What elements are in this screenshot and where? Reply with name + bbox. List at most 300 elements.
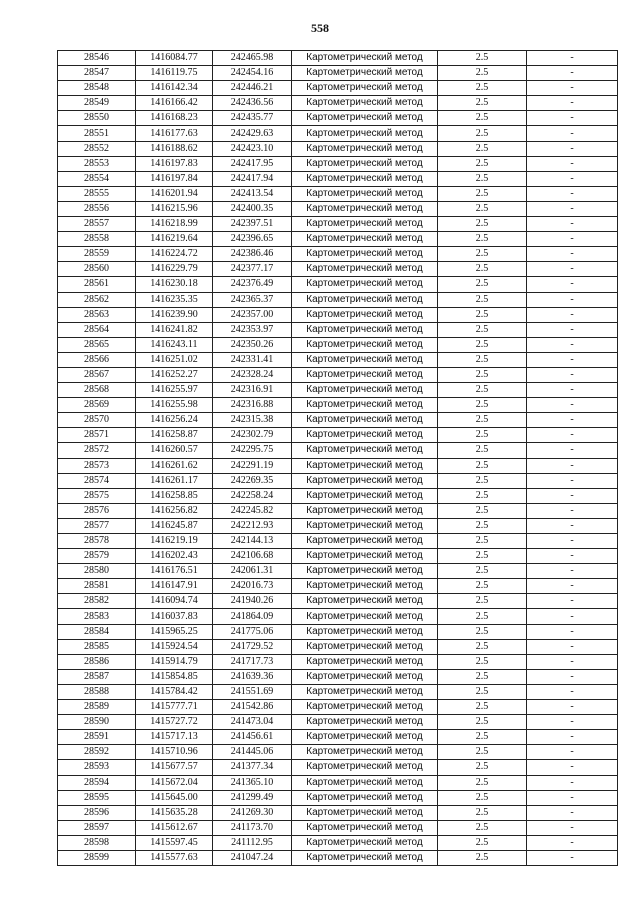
accuracy-cell: 2.5 [438, 201, 527, 216]
accuracy-cell: 2.5 [438, 156, 527, 171]
y-coordinate-cell: 241299.49 [213, 790, 292, 805]
note-cell: - [527, 715, 618, 730]
accuracy-cell: 2.5 [438, 186, 527, 201]
table-row [58, 51, 618, 66]
y-coordinate-cell: 242350.26 [213, 337, 292, 352]
table-row [58, 337, 618, 352]
accuracy-cell: 2.5 [438, 292, 527, 307]
method-cell: Картометрический метод [292, 624, 438, 639]
point-number-cell: 28587 [58, 669, 136, 684]
table-row [58, 579, 618, 594]
y-coordinate-cell: 242386.46 [213, 247, 292, 262]
x-coordinate-cell: 1416245.87 [136, 518, 213, 533]
method-cell: Картометрический метод [292, 564, 438, 579]
method-cell: Картометрический метод [292, 186, 438, 201]
y-coordinate-cell: 242423.10 [213, 141, 292, 156]
note-cell: - [527, 156, 618, 171]
table-row [58, 292, 618, 307]
method-cell: Картометрический метод [292, 534, 438, 549]
table-row [58, 141, 618, 156]
accuracy-cell: 2.5 [438, 654, 527, 669]
table-row [58, 700, 618, 715]
accuracy-cell: 2.5 [438, 805, 527, 820]
point-number-cell: 28577 [58, 518, 136, 533]
note-cell: - [527, 186, 618, 201]
table-row [58, 775, 618, 790]
note-cell: - [527, 413, 618, 428]
table-row [58, 669, 618, 684]
point-number-cell: 28599 [58, 850, 136, 865]
point-number-cell: 28584 [58, 624, 136, 639]
x-coordinate-cell: 1416215.96 [136, 201, 213, 216]
y-coordinate-cell: 242377.17 [213, 262, 292, 277]
accuracy-cell: 2.5 [438, 458, 527, 473]
x-coordinate-cell: 1415635.28 [136, 805, 213, 820]
method-cell: Картометрический метод [292, 549, 438, 564]
note-cell: - [527, 820, 618, 835]
table-row [58, 850, 618, 865]
note-cell: - [527, 383, 618, 398]
method-cell: Картометрический метод [292, 458, 438, 473]
table-row [58, 171, 618, 186]
method-cell: Картометрический метод [292, 171, 438, 186]
accuracy-cell: 2.5 [438, 428, 527, 443]
accuracy-cell: 2.5 [438, 443, 527, 458]
accuracy-cell: 2.5 [438, 277, 527, 292]
method-cell: Картометрический метод [292, 217, 438, 232]
accuracy-cell: 2.5 [438, 850, 527, 865]
note-cell: - [527, 473, 618, 488]
method-cell: Картометрический метод [292, 835, 438, 850]
point-number-cell: 28597 [58, 820, 136, 835]
y-coordinate-cell: 241542.86 [213, 700, 292, 715]
method-cell: Картометрический метод [292, 760, 438, 775]
note-cell: - [527, 96, 618, 111]
note-cell: - [527, 51, 618, 66]
method-cell: Картометрический метод [292, 352, 438, 367]
table-row [58, 201, 618, 216]
note-cell: - [527, 488, 618, 503]
point-number-cell: 28585 [58, 639, 136, 654]
point-number-cell: 28590 [58, 715, 136, 730]
accuracy-cell: 2.5 [438, 518, 527, 533]
x-coordinate-cell: 1416037.83 [136, 609, 213, 624]
y-coordinate-cell: 241173.70 [213, 820, 292, 835]
y-coordinate-cell: 242396.65 [213, 232, 292, 247]
accuracy-cell: 2.5 [438, 835, 527, 850]
table-row [58, 624, 618, 639]
table-row [58, 518, 618, 533]
x-coordinate-cell: 1415677.57 [136, 760, 213, 775]
table-row [58, 534, 618, 549]
note-cell: - [527, 745, 618, 760]
table-row [58, 730, 618, 745]
table-row [58, 111, 618, 126]
method-cell: Картометрический метод [292, 473, 438, 488]
y-coordinate-cell: 241377.34 [213, 760, 292, 775]
point-number-cell: 28582 [58, 594, 136, 609]
table-row [58, 473, 618, 488]
accuracy-cell: 2.5 [438, 745, 527, 760]
note-cell: - [527, 458, 618, 473]
y-coordinate-cell: 242397.51 [213, 217, 292, 232]
point-number-cell: 28589 [58, 700, 136, 715]
point-number-cell: 28570 [58, 413, 136, 428]
x-coordinate-cell: 1415777.71 [136, 700, 213, 715]
point-number-cell: 28576 [58, 503, 136, 518]
note-cell: - [527, 217, 618, 232]
method-cell: Картометрический метод [292, 820, 438, 835]
table-row [58, 443, 618, 458]
table-row [58, 564, 618, 579]
accuracy-cell: 2.5 [438, 383, 527, 398]
note-cell: - [527, 126, 618, 141]
accuracy-cell: 2.5 [438, 66, 527, 81]
y-coordinate-cell: 242365.37 [213, 292, 292, 307]
accuracy-cell: 2.5 [438, 534, 527, 549]
y-coordinate-cell: 242353.97 [213, 322, 292, 337]
note-cell: - [527, 292, 618, 307]
accuracy-cell: 2.5 [438, 352, 527, 367]
accuracy-cell: 2.5 [438, 96, 527, 111]
method-cell: Картометрический метод [292, 775, 438, 790]
note-cell: - [527, 141, 618, 156]
note-cell: - [527, 81, 618, 96]
y-coordinate-cell: 242315.38 [213, 413, 292, 428]
accuracy-cell: 2.5 [438, 609, 527, 624]
note-cell: - [527, 262, 618, 277]
y-coordinate-cell: 242417.94 [213, 171, 292, 186]
y-coordinate-cell: 242454.16 [213, 66, 292, 81]
accuracy-cell: 2.5 [438, 488, 527, 503]
note-cell: - [527, 624, 618, 639]
accuracy-cell: 2.5 [438, 790, 527, 805]
x-coordinate-cell: 1416258.87 [136, 428, 213, 443]
table-row [58, 307, 618, 322]
y-coordinate-cell: 241047.24 [213, 850, 292, 865]
x-coordinate-cell: 1416255.97 [136, 383, 213, 398]
accuracy-cell: 2.5 [438, 639, 527, 654]
x-coordinate-cell: 1416260.57 [136, 443, 213, 458]
point-number-cell: 28551 [58, 126, 136, 141]
point-number-cell: 28596 [58, 805, 136, 820]
table-row [58, 277, 618, 292]
y-coordinate-cell: 242106.68 [213, 549, 292, 564]
point-number-cell: 28560 [58, 262, 136, 277]
x-coordinate-cell: 1415924.54 [136, 639, 213, 654]
x-coordinate-cell: 1415710.96 [136, 745, 213, 760]
note-cell: - [527, 609, 618, 624]
method-cell: Картометрический метод [292, 715, 438, 730]
x-coordinate-cell: 1415914.79 [136, 654, 213, 669]
note-cell: - [527, 111, 618, 126]
y-coordinate-cell: 241365.10 [213, 775, 292, 790]
point-number-cell: 28563 [58, 307, 136, 322]
method-cell: Картометрический метод [292, 337, 438, 352]
method-cell: Картометрический метод [292, 443, 438, 458]
table-row [58, 352, 618, 367]
table-row [58, 262, 618, 277]
method-cell: Картометрический метод [292, 322, 438, 337]
y-coordinate-cell: 241445.06 [213, 745, 292, 760]
table-row [58, 186, 618, 201]
method-cell: Картометрический метод [292, 232, 438, 247]
accuracy-cell: 2.5 [438, 322, 527, 337]
x-coordinate-cell: 1416094.74 [136, 594, 213, 609]
table-row [58, 745, 618, 760]
table-row [58, 232, 618, 247]
point-number-cell: 28592 [58, 745, 136, 760]
accuracy-cell: 2.5 [438, 171, 527, 186]
method-cell: Картометрический метод [292, 700, 438, 715]
accuracy-cell: 2.5 [438, 820, 527, 835]
x-coordinate-cell: 1415727.72 [136, 715, 213, 730]
x-coordinate-cell: 1415612.67 [136, 820, 213, 835]
table-row [58, 413, 618, 428]
method-cell: Картометрический метод [292, 488, 438, 503]
x-coordinate-cell: 1416235.35 [136, 292, 213, 307]
accuracy-cell: 2.5 [438, 307, 527, 322]
table-row [58, 66, 618, 81]
point-number-cell: 28564 [58, 322, 136, 337]
method-cell: Картометрический метод [292, 669, 438, 684]
accuracy-cell: 2.5 [438, 262, 527, 277]
note-cell: - [527, 564, 618, 579]
accuracy-cell: 2.5 [438, 367, 527, 382]
table-row [58, 156, 618, 171]
point-number-cell: 28594 [58, 775, 136, 790]
point-number-cell: 28555 [58, 186, 136, 201]
accuracy-cell: 2.5 [438, 669, 527, 684]
x-coordinate-cell: 1416218.99 [136, 217, 213, 232]
method-cell: Картометрический метод [292, 383, 438, 398]
x-coordinate-cell: 1416201.94 [136, 186, 213, 201]
point-number-cell: 28561 [58, 277, 136, 292]
y-coordinate-cell: 242316.88 [213, 398, 292, 413]
point-number-cell: 28548 [58, 81, 136, 96]
accuracy-cell: 2.5 [438, 247, 527, 262]
y-coordinate-cell: 242436.56 [213, 96, 292, 111]
accuracy-cell: 2.5 [438, 760, 527, 775]
method-cell: Картометрический метод [292, 292, 438, 307]
note-cell: - [527, 654, 618, 669]
point-number-cell: 28562 [58, 292, 136, 307]
x-coordinate-cell: 1416119.75 [136, 66, 213, 81]
method-cell: Картометрический метод [292, 126, 438, 141]
table-row [58, 247, 618, 262]
method-cell: Картометрический метод [292, 413, 438, 428]
x-coordinate-cell: 1416224.72 [136, 247, 213, 262]
point-number-cell: 28586 [58, 654, 136, 669]
table-row [58, 594, 618, 609]
note-cell: - [527, 277, 618, 292]
point-number-cell: 28566 [58, 352, 136, 367]
point-number-cell: 28559 [58, 247, 136, 262]
note-cell: - [527, 594, 618, 609]
x-coordinate-cell: 1416255.98 [136, 398, 213, 413]
point-number-cell: 28572 [58, 443, 136, 458]
point-number-cell: 28581 [58, 579, 136, 594]
note-cell: - [527, 307, 618, 322]
method-cell: Картометрический метод [292, 367, 438, 382]
note-cell: - [527, 760, 618, 775]
y-coordinate-cell: 242316.91 [213, 383, 292, 398]
y-coordinate-cell: 242295.75 [213, 443, 292, 458]
table-row [58, 217, 618, 232]
y-coordinate-cell: 242258.24 [213, 488, 292, 503]
x-coordinate-cell: 1416177.63 [136, 126, 213, 141]
table-row [58, 398, 618, 413]
table-row [58, 684, 618, 699]
note-cell: - [527, 337, 618, 352]
x-coordinate-cell: 1416230.18 [136, 277, 213, 292]
y-coordinate-cell: 242417.95 [213, 156, 292, 171]
y-coordinate-cell: 241729.52 [213, 639, 292, 654]
accuracy-cell: 2.5 [438, 775, 527, 790]
note-cell: - [527, 790, 618, 805]
note-cell: - [527, 549, 618, 564]
x-coordinate-cell: 1416147.91 [136, 579, 213, 594]
y-coordinate-cell: 241269.30 [213, 805, 292, 820]
method-cell: Картометрический метод [292, 609, 438, 624]
point-number-cell: 28583 [58, 609, 136, 624]
x-coordinate-cell: 1416219.64 [136, 232, 213, 247]
y-coordinate-cell: 242331.41 [213, 352, 292, 367]
accuracy-cell: 2.5 [438, 217, 527, 232]
accuracy-cell: 2.5 [438, 413, 527, 428]
y-coordinate-cell: 242435.77 [213, 111, 292, 126]
point-number-cell: 28580 [58, 564, 136, 579]
point-number-cell: 28569 [58, 398, 136, 413]
note-cell: - [527, 171, 618, 186]
accuracy-cell: 2.5 [438, 564, 527, 579]
point-number-cell: 28565 [58, 337, 136, 352]
x-coordinate-cell: 1416197.84 [136, 171, 213, 186]
y-coordinate-cell: 242357.00 [213, 307, 292, 322]
accuracy-cell: 2.5 [438, 594, 527, 609]
y-coordinate-cell: 242302.79 [213, 428, 292, 443]
method-cell: Картометрический метод [292, 503, 438, 518]
method-cell: Картометрический метод [292, 518, 438, 533]
method-cell: Картометрический метод [292, 594, 438, 609]
point-number-cell: 28575 [58, 488, 136, 503]
method-cell: Картометрический метод [292, 790, 438, 805]
point-number-cell: 28550 [58, 111, 136, 126]
y-coordinate-cell: 242429.63 [213, 126, 292, 141]
note-cell: - [527, 639, 618, 654]
method-cell: Картометрический метод [292, 428, 438, 443]
accuracy-cell: 2.5 [438, 700, 527, 715]
y-coordinate-cell: 241864.09 [213, 609, 292, 624]
table-body [58, 51, 618, 866]
table-row [58, 458, 618, 473]
y-coordinate-cell: 242144.13 [213, 534, 292, 549]
x-coordinate-cell: 1416243.11 [136, 337, 213, 352]
point-number-cell: 28593 [58, 760, 136, 775]
note-cell: - [527, 443, 618, 458]
point-number-cell: 28571 [58, 428, 136, 443]
note-cell: - [527, 518, 618, 533]
note-cell: - [527, 503, 618, 518]
y-coordinate-cell: 241551.69 [213, 684, 292, 699]
note-cell: - [527, 398, 618, 413]
method-cell: Картометрический метод [292, 96, 438, 111]
accuracy-cell: 2.5 [438, 503, 527, 518]
point-number-cell: 28574 [58, 473, 136, 488]
table-row [58, 654, 618, 669]
x-coordinate-cell: 1415717.13 [136, 730, 213, 745]
method-cell: Картометрический метод [292, 579, 438, 594]
y-coordinate-cell: 242465.98 [213, 51, 292, 66]
y-coordinate-cell: 241717.73 [213, 654, 292, 669]
point-number-cell: 28547 [58, 66, 136, 81]
point-number-cell: 28598 [58, 835, 136, 850]
y-coordinate-cell: 242016.73 [213, 579, 292, 594]
table-row [58, 835, 618, 850]
x-coordinate-cell: 1416188.62 [136, 141, 213, 156]
method-cell: Картометрический метод [292, 156, 438, 171]
note-cell: - [527, 669, 618, 684]
method-cell: Картометрический метод [292, 654, 438, 669]
point-number-cell: 28595 [58, 790, 136, 805]
point-number-cell: 28567 [58, 367, 136, 382]
accuracy-cell: 2.5 [438, 624, 527, 639]
method-cell: Картометрический метод [292, 277, 438, 292]
note-cell: - [527, 428, 618, 443]
accuracy-cell: 2.5 [438, 549, 527, 564]
y-coordinate-cell: 242061.31 [213, 564, 292, 579]
accuracy-cell: 2.5 [438, 337, 527, 352]
table-row [58, 503, 618, 518]
accuracy-cell: 2.5 [438, 126, 527, 141]
page-number: 558 [311, 21, 329, 35]
y-coordinate-cell: 242291.19 [213, 458, 292, 473]
accuracy-cell: 2.5 [438, 579, 527, 594]
accuracy-cell: 2.5 [438, 111, 527, 126]
x-coordinate-cell: 1416219.19 [136, 534, 213, 549]
x-coordinate-cell: 1415672.04 [136, 775, 213, 790]
x-coordinate-cell: 1415577.63 [136, 850, 213, 865]
x-coordinate-cell: 1416168.23 [136, 111, 213, 126]
table-row [58, 609, 618, 624]
x-coordinate-cell: 1416261.17 [136, 473, 213, 488]
x-coordinate-cell: 1416197.83 [136, 156, 213, 171]
method-cell: Картометрический метод [292, 684, 438, 699]
note-cell: - [527, 579, 618, 594]
y-coordinate-cell: 242269.35 [213, 473, 292, 488]
x-coordinate-cell: 1415645.00 [136, 790, 213, 805]
x-coordinate-cell: 1416258.85 [136, 488, 213, 503]
table-row [58, 322, 618, 337]
y-coordinate-cell: 241775.06 [213, 624, 292, 639]
point-number-cell: 28558 [58, 232, 136, 247]
x-coordinate-cell: 1416176.51 [136, 564, 213, 579]
point-number-cell: 28578 [58, 534, 136, 549]
table-row [58, 760, 618, 775]
note-cell: - [527, 232, 618, 247]
accuracy-cell: 2.5 [438, 141, 527, 156]
accuracy-cell: 2.5 [438, 232, 527, 247]
method-cell: Картометрический метод [292, 66, 438, 81]
table-row [58, 488, 618, 503]
x-coordinate-cell: 1416142.34 [136, 81, 213, 96]
method-cell: Картометрический метод [292, 201, 438, 216]
note-cell: - [527, 534, 618, 549]
note-cell: - [527, 367, 618, 382]
method-cell: Картометрический метод [292, 398, 438, 413]
method-cell: Картометрический метод [292, 262, 438, 277]
y-coordinate-cell: 242446.21 [213, 81, 292, 96]
